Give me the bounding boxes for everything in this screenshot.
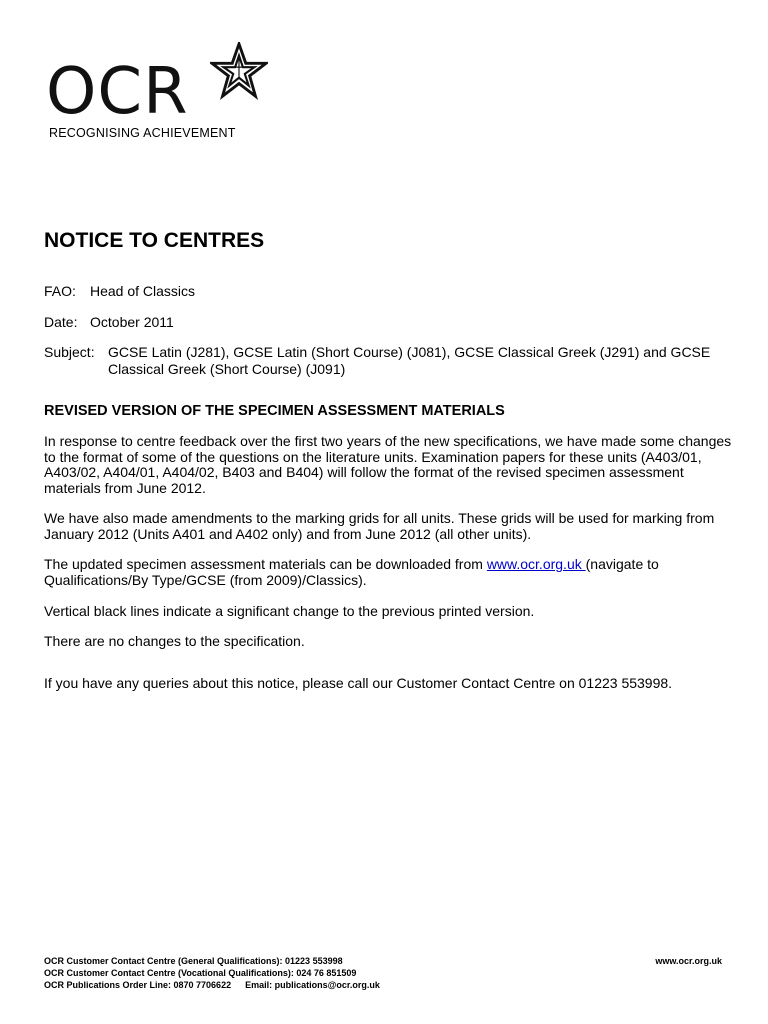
fao-value: Head of Classics [90,283,196,299]
paragraph-marking-grids: We have also made amendments to the marking grids for all units. These grids will be used for marking from January 2012 (Units A401 and A402 only) and from June 2012 (all other units). [44,510,715,542]
footer [44,955,724,991]
date-value: October 2011 [90,314,174,330]
logo-wordmark: OCR [46,55,189,129]
page-title: NOTICE TO CENTRES [44,229,265,252]
download-text-after: (navigate to Qualifications/By Type/GCSE (from 2009)/Classics). [44,556,659,588]
footer-general-contact: OCR Customer Contact Centre (General Qualifications): 01223 553998 [44,956,343,966]
footer-email: Email: publications@ocr.org.uk [245,980,380,990]
date-label: Date: [44,314,78,330]
footer-website: www.ocr.org.uk [655,956,722,966]
fao-row [44,283,196,300]
section-heading: REVISED VERSION OF THE SPECIMEN ASSESSMENT MATERIALS [44,403,505,419]
subject-label: Subject: [44,344,95,360]
ocr-website-link[interactable]: www.ocr.org.uk [486,556,586,572]
footer-order-line: OCR Publications Order Line: 0870 7706622 [44,980,232,990]
footer-publications [44,979,724,991]
download-text-before: The updated specimen assessment materials can be downloaded from [44,556,487,572]
fao-label: FAO: [44,283,76,299]
paragraph-vertical-lines: Vertical black lines indicate a significant change to the previous printed version. [44,603,535,619]
paragraph-feedback: In response to centre feedback over the first two years of the new specifications, we have made some changes to the format of some of the questions on the literature units. Examination papers for these units (A403/01, A403/02, A404/01, A404/02, B403 and B404) will follow the format of the revised specimen assessment materials from June 2012. [44,433,732,496]
paragraph-download [44,557,734,588]
date-row [44,314,174,331]
footer-vocational-contact: OCR Customer Contact Centre (Vocational Qualifications): 024 76 851509 [44,968,357,978]
paragraph-no-changes: There are no changes to the specification. [44,633,305,649]
logo-tagline: RECOGNISING ACHIEVEMENT [49,126,236,140]
ocr-logo [44,42,284,142]
subject-row [44,344,734,377]
paragraph-queries: If you have any queries about this notice, please call our Customer Contact Centre on 01223 553998. [44,675,673,691]
subject-value: GCSE Latin (J281), GCSE Latin (Short Course) (J081), GCSE Classical Greek (J291) and GCSE Classical Greek (Short Course) (J091) [108,344,711,377]
star-logo-icon [210,42,268,100]
